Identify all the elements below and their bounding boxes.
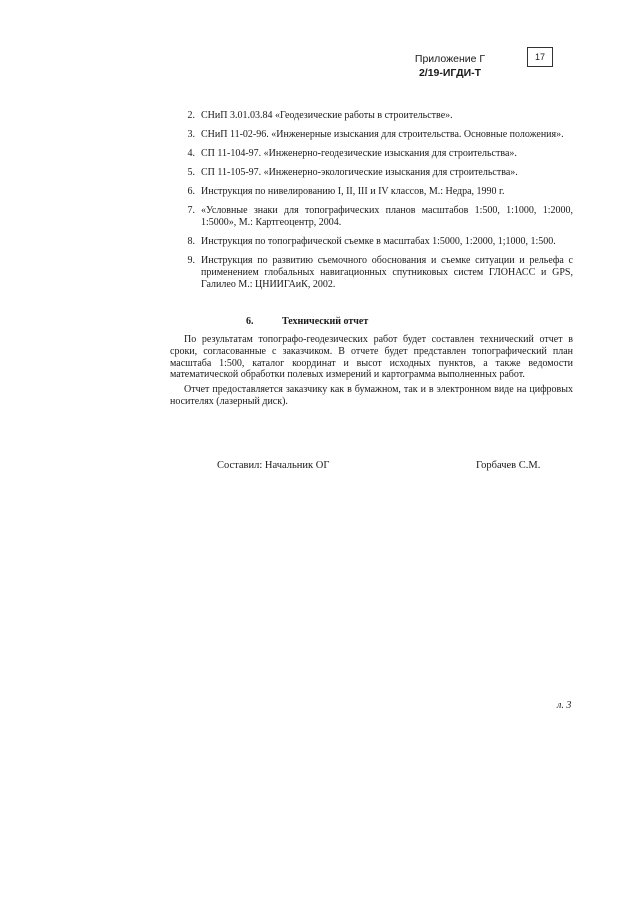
section-title: Технический отчет	[282, 316, 369, 327]
list-item-number: 9.	[187, 255, 195, 266]
list-item-number: 2.	[187, 110, 195, 121]
list-item-text: СНиП 3.01.03.84 «Геодезические работы в строительстве».	[201, 110, 453, 121]
list-item-number: 3.	[187, 129, 195, 140]
list-item	[183, 110, 573, 122]
page-number-box: 17	[527, 47, 553, 67]
signature-author: Составил: Начальник ОГ	[217, 460, 330, 471]
list-item-text: СП 11-104-97. «Инженерно-геодезические изыскания для строительства».	[201, 148, 517, 159]
list-item	[183, 205, 573, 229]
section-number: 6.	[246, 316, 254, 327]
list-item	[183, 129, 573, 141]
list-item	[183, 148, 573, 160]
list-item	[183, 255, 573, 291]
list-item-text: СП 11-105-97. «Инженерно-экологические изыскания для строительства».	[201, 167, 518, 178]
list-item-number: 6.	[187, 186, 195, 197]
list-item	[183, 167, 573, 179]
body-paragraph: Отчет предоставляется заказчику как в бумажном, так и в электронном виде на цифровых носителях (лазерный диск).	[170, 384, 573, 407]
list-item-number: 8.	[187, 236, 195, 247]
list-item-number: 7.	[187, 205, 195, 216]
section-heading	[246, 316, 368, 327]
list-item-text: Инструкция по развитию съемочного обоснования и съемке ситуации и рельефа с применением глобальных навигационных спутниковых систем ГЛОНАСС и GPS, Галилео М.: ЦНИИГАиК, 2002.	[201, 255, 573, 290]
list-item-text: СНиП 11-02-96. «Инженерные изыскания для строительства. Основные положения».	[201, 129, 564, 140]
document-header	[390, 52, 510, 80]
reference-list	[183, 110, 573, 298]
appendix-label: Приложение Г	[414, 53, 486, 65]
list-item-text: Инструкция по нивелированию I, II, III и IV классов, М.: Недра, 1990 г.	[201, 186, 505, 197]
body-paragraph: По результатам топографо-геодезических работ будет составлен технический отчет в сроки, согласованные с заказчиком. В отчете будет представлен топографический план масштаба 1:500, каталог координат и высот исходных пунктов, а также ведомости математической обработки полевых измерений и картограмма выполненных работ.	[170, 334, 573, 381]
list-item-text: Инструкция по топографической съемке в масштабах 1:5000, 1:2000, 1;1000, 1:500.	[201, 236, 556, 247]
sheet-number: л. 3	[557, 700, 572, 711]
list-item-text: «Условные знаки для топографических планов масштабов 1:500, 1:1000, 1:2000, 1:5000», М.: Картгеоцентр, 2004.	[201, 205, 573, 228]
list-item	[183, 186, 573, 198]
list-item	[183, 236, 573, 248]
signature-name: Горбачев С.М.	[476, 460, 541, 471]
document-code: 2/19-ИГДИ-Т	[418, 67, 482, 79]
list-item-number: 5.	[187, 167, 195, 178]
list-item-number: 4.	[187, 148, 195, 159]
